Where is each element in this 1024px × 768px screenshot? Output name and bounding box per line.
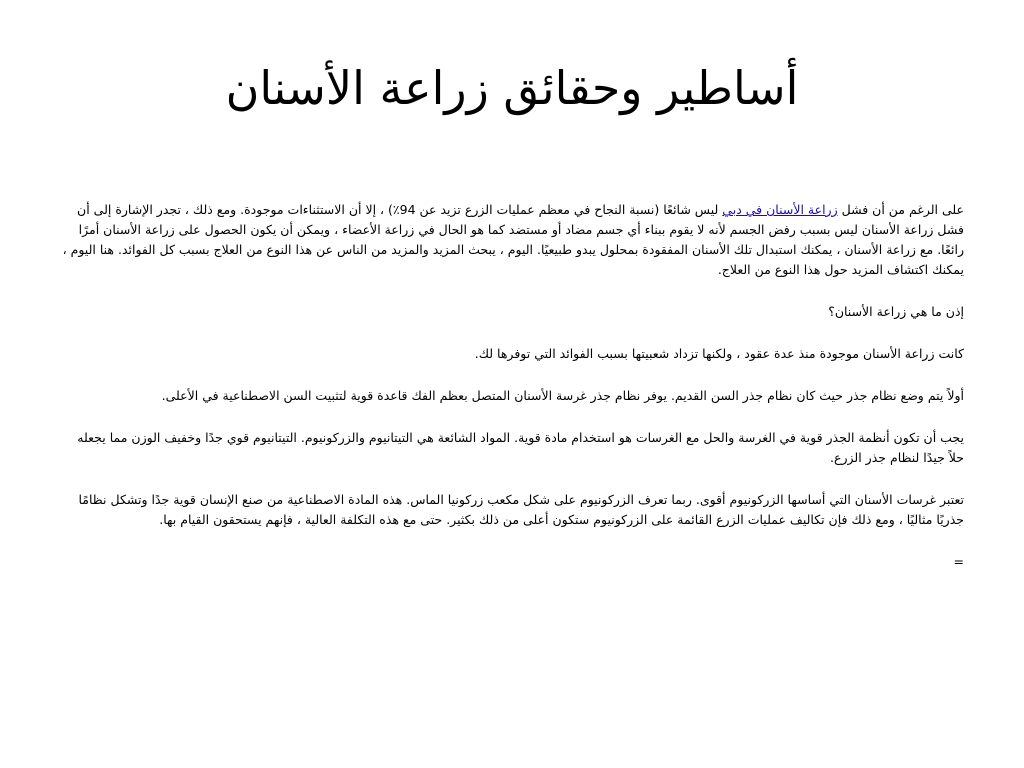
paragraph-question: إذن ما هي زراعة الأسنان؟ [828,304,964,319]
paragraph-intro-start: على الرغم من أن فشل [837,202,964,217]
dental-implants-dubai-link[interactable]: زراعة الأسنان في دبي [722,202,838,217]
page-title: أساطير وحقائق زراعة الأسنان [225,61,799,115]
paragraph-equals: = [953,554,964,569]
paragraph-history: كانت زراعة الأسنان موجودة منذ عدة عقود ، ولكنها تزداد شعبيتها بسبب الفوائد التي توفرها لك. [474,346,964,361]
paragraph-materials: يجب أن تكون أنظمة الجذر قوية في الغرسة والحل مع الغرسات هو استخدام مادة قوية. المواد الشائعة هي التيتانيوم والزركونيوم. التيتانيوم قوي جدًا وخفيف الوزن مما يجعله حلاً جيدًا لنظام جذر الزرع. [77,430,964,465]
paragraph-intro [62,200,964,280]
paragraph-intro-rest: ليس شائعًا (نسبة النجاح في معظم عمليات الزرع تزيد عن 94٪) ، إلا أن الاستثناءات موجودة. ومع ذلك ، تجدر الإشارة إلى أن فشل زراعة الأسنان ليس بسبب رفض الجسم لأنه لا يقوم ببناء أي جسم مضاد أو مستضد كما هو الحال في زراعة الأعضاء ، ويمكن أن يكون الحصول على زراعة الأسنان أمرًا رائعًا. مع زراعة الأسنان ، يمكنك استبدال تلك الأسنان المفقودة بمحلول يبدو طبيعيًا. اليوم ، يبحث المزيد والمزيد من الناس عن هذا النوع من العلاج بسبب كل الفوائد. هنا اليوم ، يمكنك اكتشاف المزيد حول هذا النوع من العلاج. [62,202,964,277]
paragraph-zirconium: تعتبر غرسات الأسنان التي أساسها الزركونيوم أقوى. ربما تعرف الزركونيوم على شكل مكعب زركونيا الماس. هذه المادة الاصطناعية من صنع الإنسان قوية جدًا وتشكل نظامًا جذريًا مثاليًا ، ومع ذلك فإن تكاليف عمليات الزرع القائمة على الزركونيوم ستكون أعلى من ذلك بكثير. حتى مع هذه التكلفة العالية ، فإنهم يستحقون القيام بها. [78,492,964,527]
slide-body [62,200,964,594]
paragraph-root-system: أولاً يتم وضع نظام جذر حيث كان نظام جذر السن القديم. يوفر نظام جذر غرسة الأسنان المتصل بعظم الفك قاعدة قوية لتثبيت السن الاصطناعية في الأعلى. [161,388,964,403]
